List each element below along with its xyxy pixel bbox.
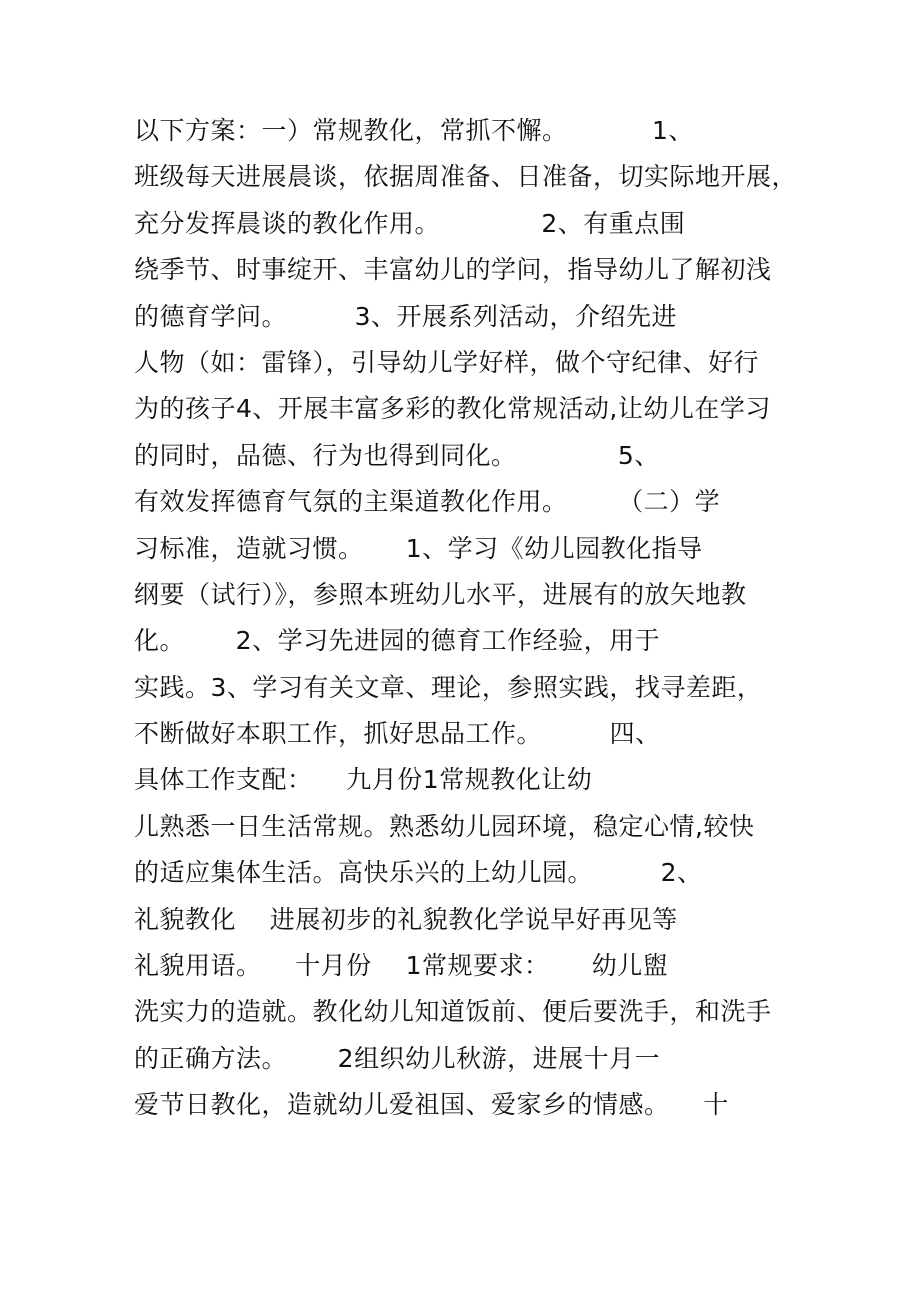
text-line: 人物（如：雷锋），引导幼儿学好样，做个守纪律、好行 (134, 347, 760, 377)
text-line: 实践。3、学习有关文章、理论，参照实践，找寻差距， (134, 672, 763, 702)
text-line: 习标准，造就习惯。 1、学习《幼儿园教化指导 (134, 533, 703, 563)
text-line: 绕季节、时事绽开、丰富幼儿的学问，指导幼儿了解初浅 (134, 255, 772, 285)
text-line: 班级每天进展晨谈，依据周准备、日准备，切实际地开展， (134, 162, 798, 192)
text-line: 具体工作支配： 九月份1常规教化让幼 (134, 765, 593, 795)
text-line: 礼貌教化 进展初步的礼貌教化学说早好再见等 (134, 904, 678, 934)
text-line: 的德育学问。 3、开展系列活动，介绍先进 (134, 301, 677, 331)
text-line: 以下方案：一）常规教化，常抓不懈。 1、 (134, 116, 694, 145)
text-line: 为的孩子4、开展丰富多彩的教化常规活动,让幼儿在学习 (134, 394, 771, 424)
text-line: 有效发挥德育气氛的主渠道教化作用。 （二）学 (134, 487, 721, 517)
text-line: 的同时，品德、行为也得到同化。 5、 (134, 440, 660, 470)
text-line: 充分发挥晨谈的教化作用。 2、有重点围 (134, 208, 686, 238)
text-line: 洗实力的造就。教化幼儿知道饭前、便后要洗手，和洗手 (134, 997, 772, 1027)
text-line: 儿熟悉一日生活常规。熟悉幼儿园环境，稳定心情,较快 (134, 811, 755, 841)
text-line: 化。 2、学习先进园的德育工作经验，用于 (134, 626, 661, 656)
text-line: 纲要（试行）》，参照本班幼儿水平，进展有的放矢地教 (134, 579, 747, 609)
text-line: 礼貌用语。 十月份 1常规要求： 幼儿盥 (134, 951, 669, 981)
text-line: 的正确方法。 2组织幼儿秋游，进展十月一 (134, 1043, 661, 1073)
text-line: 爱节日教化，造就幼儿爱祖国、爱家乡的情感。 十 (134, 1090, 729, 1120)
text-line: 不断做好本职工作，抓好思品工作。 四、 (134, 719, 661, 749)
body-text (134, 108, 814, 1129)
text-line: 的适应集体生活。高快乐兴的上幼儿园。 2、 (134, 858, 703, 888)
